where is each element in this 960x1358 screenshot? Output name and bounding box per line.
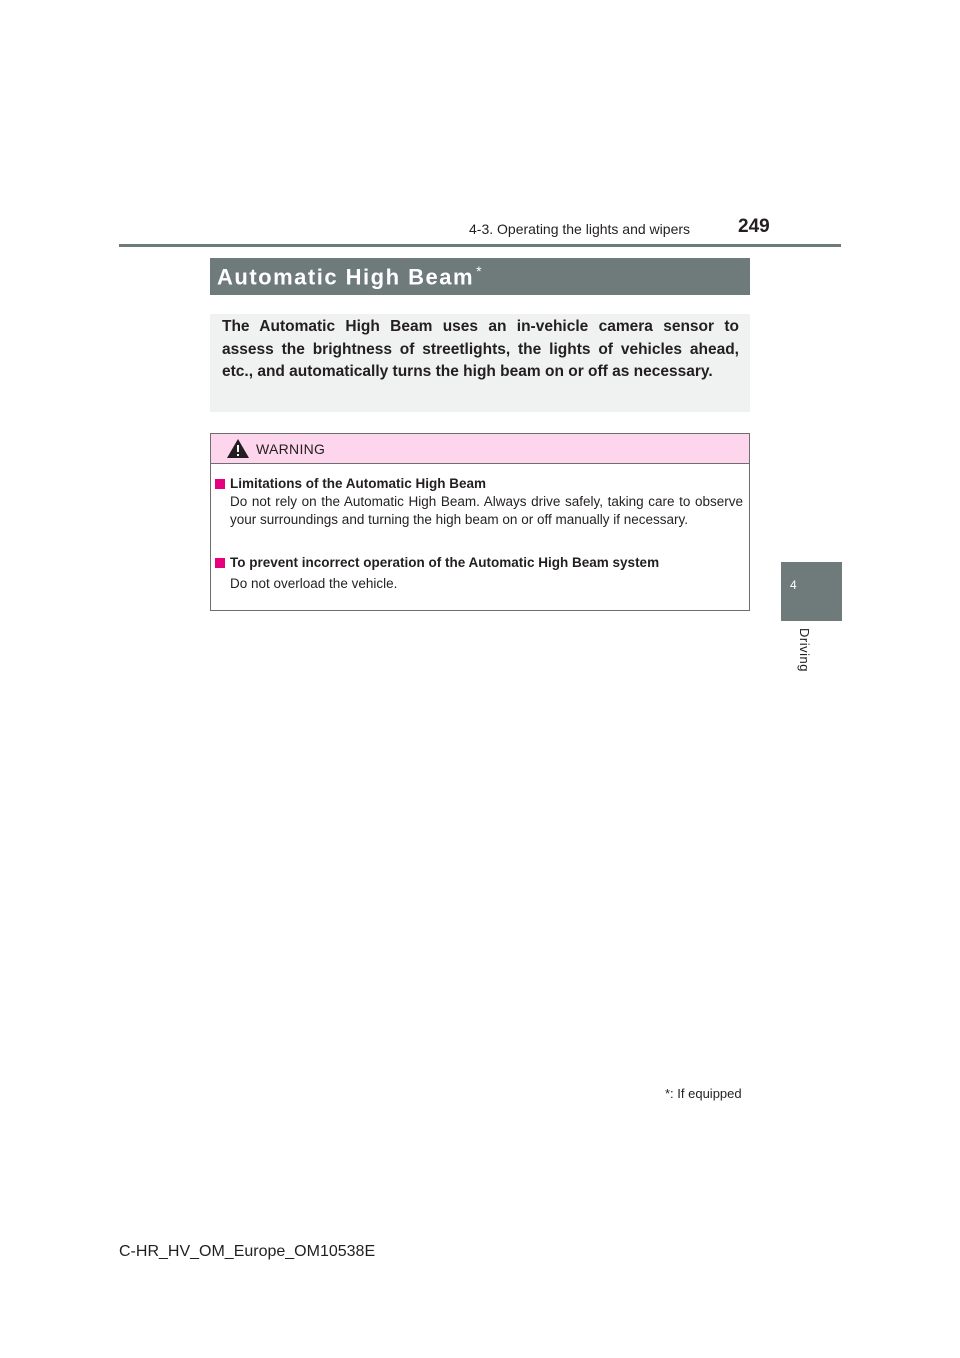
warning-item-heading-text: Limitations of the Automatic High Beam [230,476,487,491]
section-title-asterisk: * [476,263,484,279]
chapter-tab-label: Driving [797,628,812,672]
warning-item-heading [215,554,743,572]
intro-text: The Automatic High Beam uses an in-vehicle camera sensor to assess the brightness of streetlights, the lights of vehicles ahead, etc., and automatically turns the high beam on or off as necessary. [222,318,739,380]
square-bullet-icon [215,558,225,568]
warning-item [215,554,743,593]
page-number: 249 [738,216,770,237]
warning-title: WARNING [256,441,326,457]
warning-item-body: Do not rely on the Automatic High Beam. Always drive safely, taking care to observe your surroundings and turning the high beam on or off manually if necessary. [230,494,743,527]
section-title-bar [210,258,750,295]
warning-triangle-icon [226,438,250,459]
warning-item-heading [215,475,743,493]
section-title [217,263,483,290]
document-footer-code: C-HR_HV_OM_Europe_OM10538E [119,1243,376,1260]
warning-item-body: Do not overload the vehicle. [230,576,398,591]
header-section-title: 4-3. Operating the lights and wipers [469,221,691,237]
section-title-text: Automatic High Beam [217,264,475,290]
warning-header [211,434,749,464]
square-bullet-icon [215,479,225,489]
header-rule [119,244,841,247]
intro-box [210,314,750,412]
warning-item-heading-text: To prevent incorrect operation of the Automatic High Beam system [230,555,660,570]
footnote: *: If equipped [665,1086,742,1101]
warning-item [215,475,743,529]
chapter-tab-number: 4 [790,578,797,592]
warning-box [210,433,750,611]
